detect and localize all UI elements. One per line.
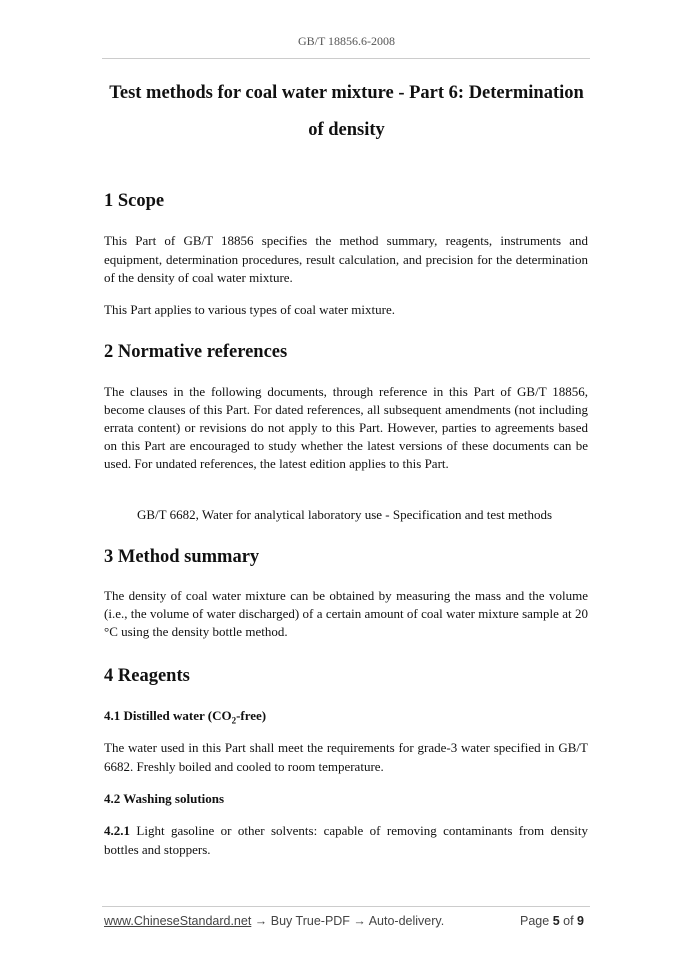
section-4-2-1-paragraph: 4.2.1 Light gasoline or other solvents: capable of removing contaminants from density bottles and stoppers. xyxy=(104,823,588,857)
footer-text: → Buy True-PDF → Auto-delivery. xyxy=(251,914,445,928)
section-1-heading: 1 Scope xyxy=(104,191,165,211)
header-divider xyxy=(102,58,590,59)
website-link[interactable]: www.ChineseStandard.net xyxy=(104,914,252,928)
section-1-paragraph-2: This Part applies to various types of coal water mixture. xyxy=(104,302,395,317)
document-title xyxy=(90,75,603,149)
footer xyxy=(104,914,588,928)
section-4-1-paragraph: The water used in this Part shall meet the requirements for grade-3 water specified in GB/T 6682. Freshly boiled and cooled to room temperature. xyxy=(104,740,588,774)
page-indicator: Page 5 of 9 xyxy=(520,914,584,928)
section-4-2-heading: 4.2 Washing solutions xyxy=(104,791,225,806)
section-2-paragraph: The clauses in the following documents, through reference in this Part of GB/T 18856, become clauses of this Part. For dated references, all subsequent amendments (not including errata content) or revisions do not apply to this Part. However, parties to agreements based on this Part are encouraged to study whether the latest versions of these documents can be used. For undated references, the latest edition applies to this Part. xyxy=(104,384,588,471)
title-line-2: of density xyxy=(308,120,385,140)
footer-divider xyxy=(102,906,590,907)
section-1-paragraph-1: This Part of GB/T 18856 specifies the method summary, reagents, instruments and equipment, determination procedures, result calculation, and precision for the determination of the density of coal water mixture. xyxy=(104,233,588,285)
title-line-1: Test methods for coal water mixture - Part 6: Determination xyxy=(109,83,584,103)
normative-reference-item: GB/T 6682, Water for analytical laboratory use - Specification and test methods xyxy=(137,507,553,522)
section-3-heading: 3 Method summary xyxy=(104,547,260,567)
section-2-heading: 2 Normative references xyxy=(104,342,288,362)
section-4-heading: 4 Reagents xyxy=(104,666,190,686)
section-4-1-heading: 4.1 Distilled water $(CO_2-free)$ xyxy=(104,708,267,726)
running-header: GB/T 18856.6-2008 xyxy=(297,34,396,48)
section-3-paragraph: The density of coal water mixture can be obtained by measuring the mass and the volume (i.e., the volume of water discharged) of a certain amount of coal water mixture sample at 20 °C using the density bottle method. xyxy=(104,588,588,639)
